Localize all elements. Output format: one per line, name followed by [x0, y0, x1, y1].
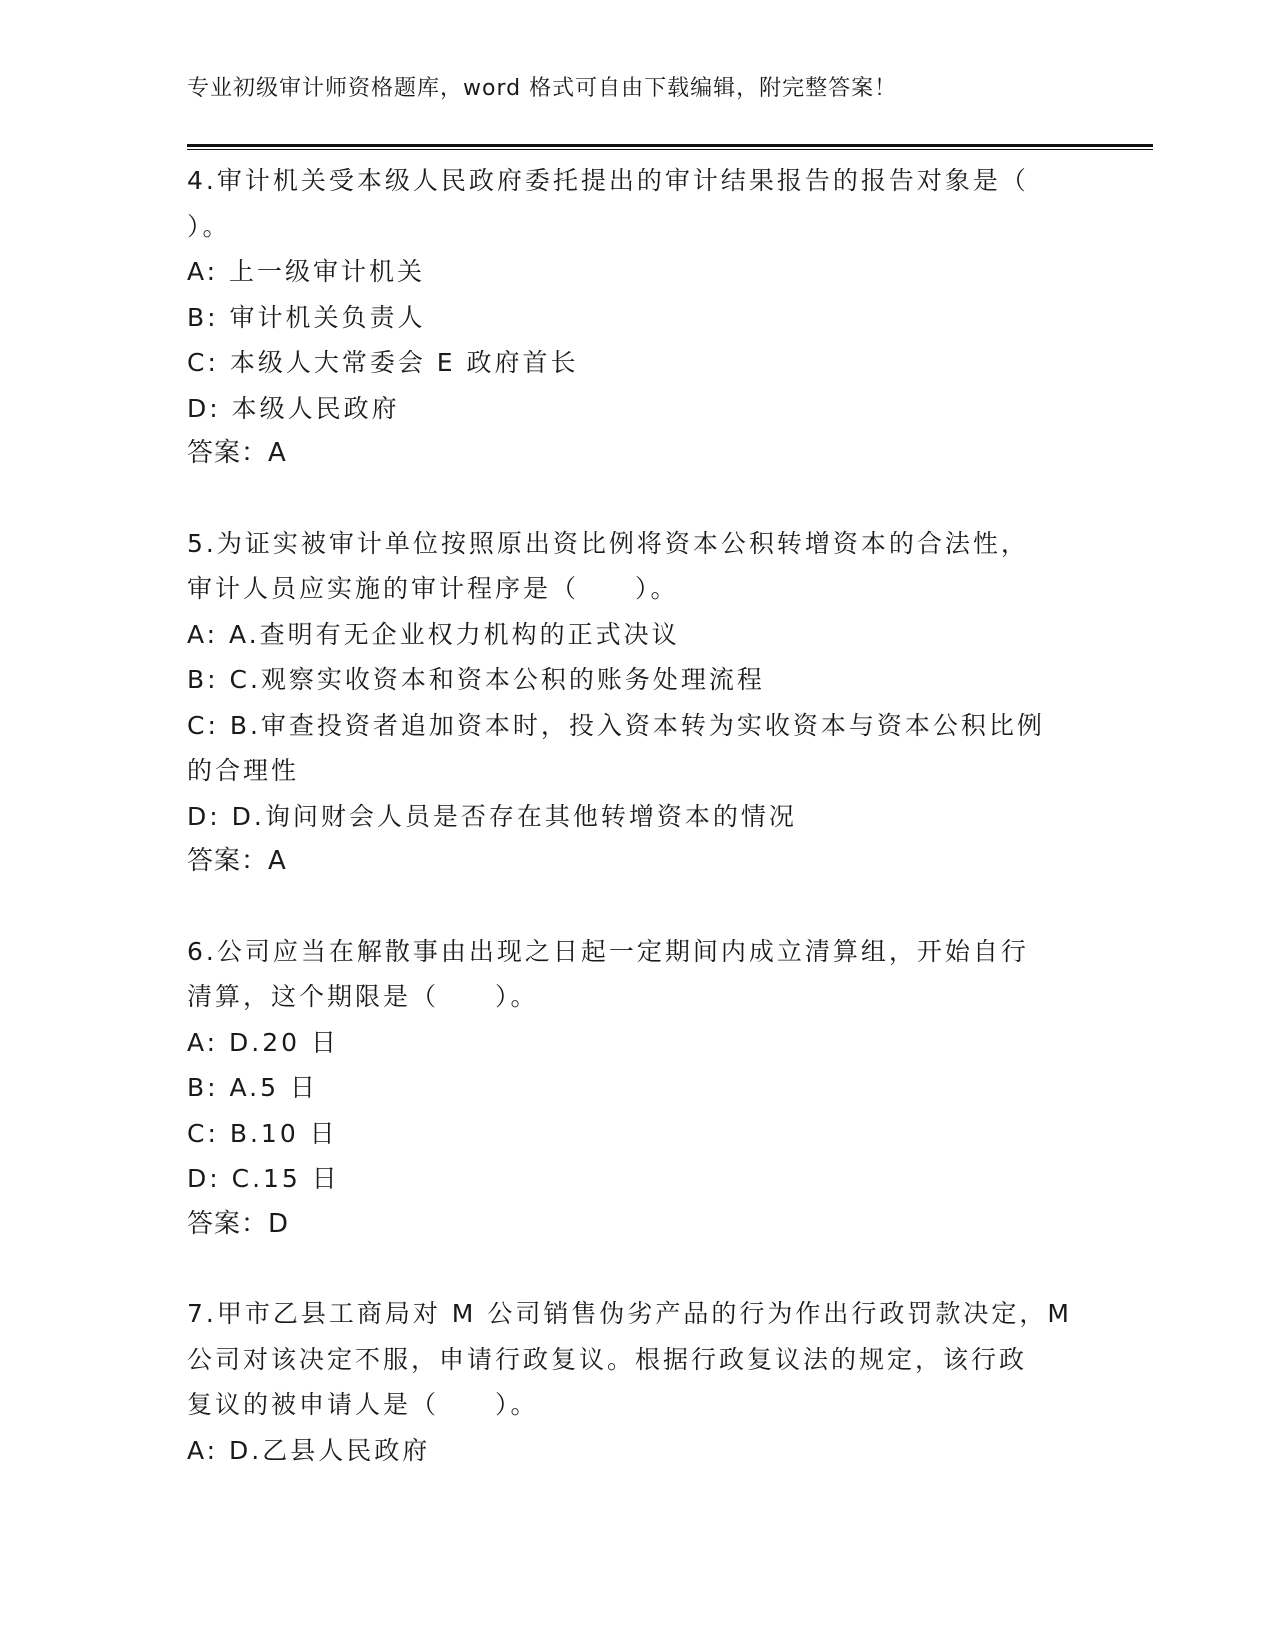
- question-stem-line: 公司对该决定不服，申请行政复议。根据行政复议法的规定，该行政: [187, 1344, 1028, 1374]
- option-b: B: A.5 日: [187, 1073, 318, 1102]
- page-header: 专业初级审计师资格题库，word 格式可自由下载编辑，附完整答案！: [187, 76, 898, 101]
- question-stem-line: 7.甲市乙县工商局对 M 公司销售伪劣产品的行为作出行政罚款决定，M: [187, 1299, 1072, 1328]
- question-stem-line: 4.审计机关受本级人民政府委托提出的审计结果报告的报告对象是（: [187, 166, 1029, 195]
- question-stem-line: 审计人员应实施的审计程序是（ ）。: [187, 574, 679, 603]
- question-4: [187, 158, 1087, 477]
- option-a: A: D.20 日: [187, 1027, 339, 1057]
- option-c: C: 本级人大常委会 E 政府首长: [187, 348, 579, 377]
- question-stem-line: 5.为证实被审计单位按照原出资比例将资本公积转增资本的合法性，: [187, 528, 1029, 558]
- question-stem-line: 6.公司应当在解散事由出现之日起一定期间内成立清算组，开始自行: [187, 936, 1029, 966]
- option-d: D: D.询问财会人员是否存在其他转增资本的情况: [187, 801, 797, 831]
- question-stem-line: ）。: [187, 211, 231, 241]
- answer-label: 答案：D: [187, 1208, 290, 1239]
- option-a: A: D.乙县人民政府: [187, 1435, 431, 1465]
- answer-label: 答案：A: [187, 438, 287, 468]
- question-5: [187, 521, 1087, 885]
- header-divider: [187, 144, 1153, 150]
- option-b: B: C.观察实收资本和资本公积的账务处理流程: [187, 665, 765, 694]
- option-a: A: A.查明有无企业权力机构的正式决议: [187, 619, 680, 649]
- question-stem-line: 清算，这个期限是（ ）。: [187, 982, 539, 1011]
- option-c: C: B.10 日: [187, 1118, 338, 1148]
- answer-label: 答案：A: [187, 846, 287, 876]
- option-d: D: C.15 日: [187, 1164, 340, 1193]
- option-c-continued: 的合理性: [187, 756, 300, 785]
- option-d: D: 本级人民政府: [187, 393, 400, 423]
- question-list: [187, 158, 1087, 1517]
- option-c: C: B.审查投资者追加资本时，投入资本转为实收资本与资本公积比例: [187, 710, 1045, 740]
- option-a: A: 上一级审计机关: [187, 257, 426, 286]
- question-7: [187, 1291, 1087, 1473]
- question-6: [187, 929, 1087, 1248]
- option-b: B: 审计机关负责人: [187, 302, 426, 332]
- question-stem-line: 复议的被申请人是（ ）。: [187, 1390, 539, 1419]
